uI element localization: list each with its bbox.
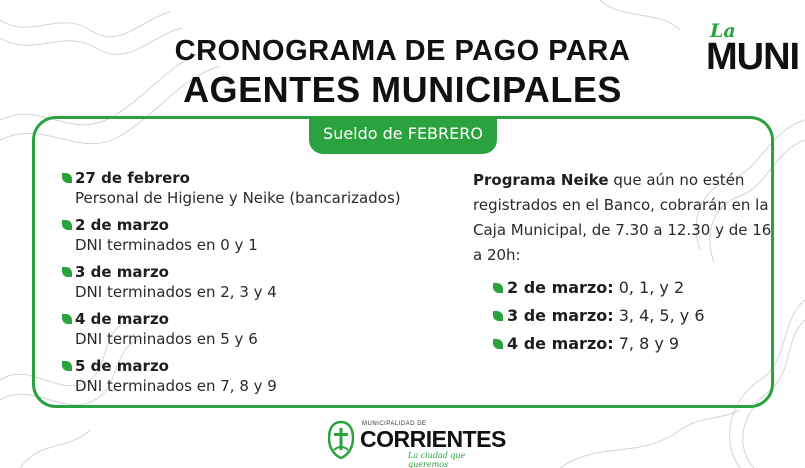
schedule-description: DNI terminados en 5 y 6 [75, 330, 258, 348]
la-muni-logo [706, 20, 798, 78]
payment-schedule-list [60, 168, 440, 403]
footer-city: CORRIENTES [360, 426, 506, 452]
schedule-item [60, 215, 440, 262]
leaf-bullet-icon [62, 173, 72, 183]
leaf-bullet-icon [62, 361, 72, 371]
schedule-description: DNI terminados en 7, 8 y 9 [75, 377, 277, 395]
neike-info [473, 168, 773, 268]
logo-wordmark: MUNI [706, 36, 800, 78]
leaf-bullet-icon [493, 283, 503, 293]
schedule-item [60, 168, 440, 215]
neike-instructions: que aún no estén registrados en el Banco, cobrarán en la Caja Municipal, de 7.30 a 12.30 y de 16 a 20h: [473, 171, 772, 264]
schedule-date: 3 de marzo [75, 263, 169, 281]
title-line-2: AGENTES MUNICIPALES [183, 69, 622, 110]
schedule-description: DNI terminados en 2, 3 y 4 [75, 283, 277, 301]
neike-schedule-item [493, 305, 705, 333]
neike-digits: 0, 1, y 2 [613, 278, 685, 297]
title-line-1: CRONOGRAMA DE PAGO PARA [174, 35, 631, 67]
schedule-item [60, 356, 440, 403]
leaf-bullet-icon [493, 339, 503, 349]
footer-prefix: MUNICIPALIDAD DE [362, 421, 427, 427]
crest-icon [328, 420, 354, 460]
footer-tagline: La ciudad que queremos [408, 451, 466, 468]
neike-date: 3 de marzo: [507, 306, 614, 325]
leaf-bullet-icon [62, 220, 72, 230]
salary-month-badge: Sueldo de FEBRERO [309, 118, 497, 154]
schedule-item [60, 262, 440, 309]
schedule-description: Personal de Higiene y Neike (bancarizados) [75, 189, 401, 207]
leaf-bullet-icon [62, 267, 72, 277]
neike-paragraph [473, 168, 773, 268]
neike-digits: 7, 8 y 9 [613, 334, 680, 353]
schedule-date: 4 de marzo [75, 310, 169, 328]
schedule-date: 5 de marzo [75, 357, 169, 375]
leaf-bullet-icon [62, 314, 72, 324]
schedule-date: 2 de marzo [75, 216, 169, 234]
leaf-bullet-icon [493, 311, 503, 321]
schedule-description: DNI terminados en 0 y 1 [75, 236, 258, 254]
neike-date: 4 de marzo: [507, 334, 614, 353]
logo-script-text: La [710, 20, 736, 42]
neike-digits: 3, 4, 5, y 6 [613, 306, 705, 325]
corrientes-logo [328, 420, 506, 468]
page-title [0, 34, 805, 112]
neike-schedule-item [493, 277, 705, 305]
neike-schedule-item [493, 333, 705, 361]
schedule-item [60, 309, 440, 356]
schedule-date: 27 de febrero [75, 169, 190, 187]
neike-program-name: Programa Neike [473, 171, 609, 189]
neike-date: 2 de marzo: [507, 278, 614, 297]
neike-schedule-list [493, 277, 705, 361]
